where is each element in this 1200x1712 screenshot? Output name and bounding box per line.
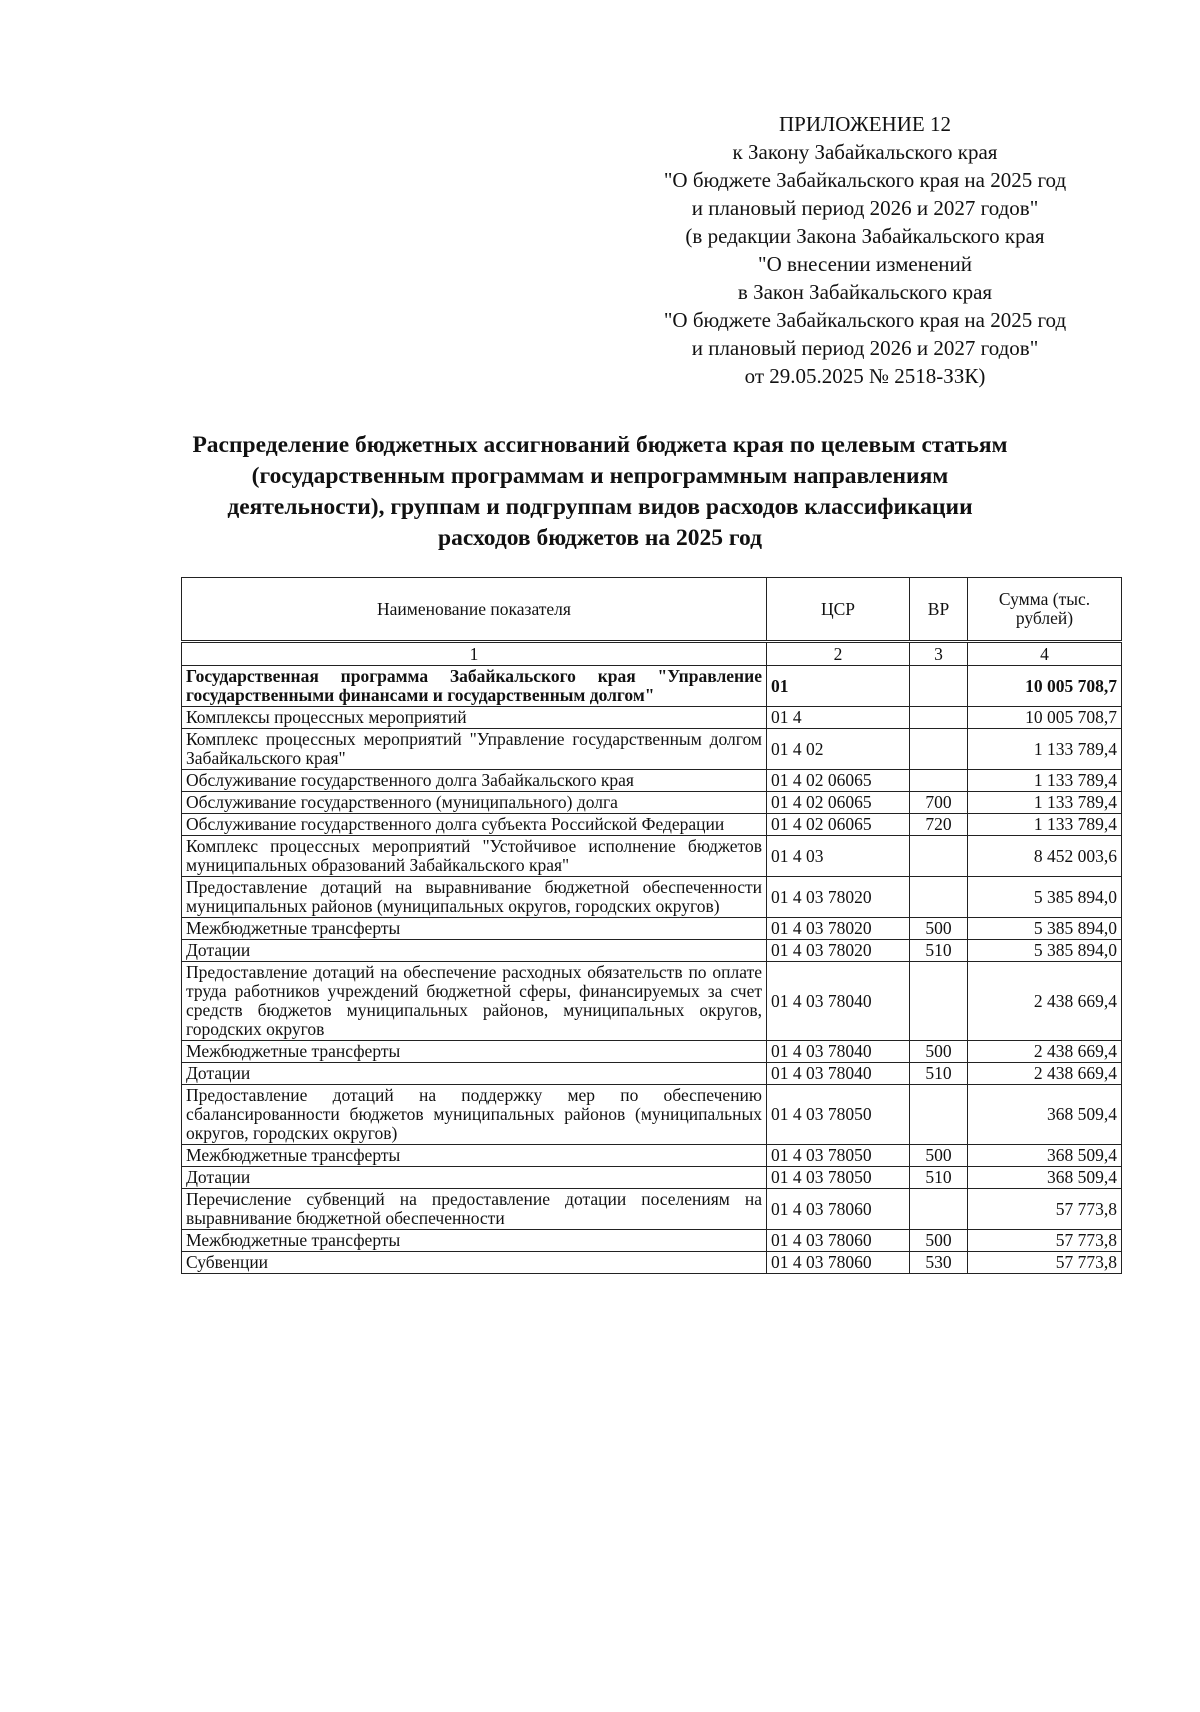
table-row — [182, 1085, 1122, 1145]
cell-csr: 01 4 03 78050 — [767, 1085, 910, 1145]
column-header-csr: ЦСР — [767, 578, 910, 642]
cell-vr — [910, 877, 968, 918]
cell-name: Дотации — [182, 940, 767, 962]
header-line: в Закон Забайкальского края — [737, 280, 993, 304]
header-line: и плановый период 2026 и 2027 годов" — [691, 196, 1039, 220]
cell-sum: 57 773,8 — [968, 1189, 1122, 1230]
cell-csr: 01 4 03 78060 — [767, 1189, 910, 1230]
cell-vr — [910, 836, 968, 877]
cell-name: Межбюджетные трансферты — [182, 1230, 767, 1252]
cell-vr: 720 — [910, 814, 968, 836]
table-row — [182, 814, 1122, 836]
cell-csr: 01 4 02 06065 — [767, 814, 910, 836]
cell-vr — [910, 729, 968, 770]
cell-name: Комплекс процессных мероприятий "Управление государственным долгом Забайкальского края" — [182, 729, 767, 770]
title-line: (государственным программам и непрограммным направлениям — [251, 463, 949, 489]
cell-name: Обслуживание государственного долга субъекта Российской Федерации — [182, 814, 767, 836]
cell-vr: 510 — [910, 1063, 968, 1085]
cell-vr: 510 — [910, 940, 968, 962]
table-row — [182, 792, 1122, 814]
cell-vr: 500 — [910, 1230, 968, 1252]
cell-csr: 01 4 02 — [767, 729, 910, 770]
cell-sum: 8 452 003,6 — [968, 836, 1122, 877]
cell-sum: 2 438 669,4 — [968, 962, 1122, 1041]
cell-sum: 10 005 708,7 — [968, 666, 1122, 707]
cell-csr: 01 4 03 78020 — [767, 918, 910, 940]
table-row — [182, 940, 1122, 962]
header-line: (в редакции Закона Забайкальского края — [685, 224, 1045, 248]
cell-vr — [910, 707, 968, 729]
cell-csr: 01 4 02 06065 — [767, 792, 910, 814]
cell-sum: 2 438 669,4 — [968, 1041, 1122, 1063]
cell-csr: 01 4 03 78040 — [767, 1041, 910, 1063]
cell-vr — [910, 770, 968, 792]
cell-csr: 01 4 — [767, 707, 910, 729]
cell-vr: 500 — [910, 1041, 968, 1063]
cell-sum: 5 385 894,0 — [968, 877, 1122, 918]
column-number: 3 — [910, 642, 968, 666]
table-row — [182, 877, 1122, 918]
cell-sum: 368 509,4 — [968, 1085, 1122, 1145]
table-row — [182, 707, 1122, 729]
cell-csr: 01 — [767, 666, 910, 707]
cell-csr: 01 4 03 78060 — [767, 1252, 910, 1274]
cell-csr: 01 4 03 78040 — [767, 1063, 910, 1085]
column-number: 2 — [767, 642, 910, 666]
cell-name: Межбюджетные трансферты — [182, 1145, 767, 1167]
cell-csr: 01 4 03 78060 — [767, 1230, 910, 1252]
cell-name: Государственная программа Забайкальского края "Управление государственными финансами и государственным долгом" — [182, 666, 767, 707]
header-line: "О бюджете Забайкальского края на 2025 год — [663, 308, 1067, 332]
cell-name: Обслуживание государственного (муниципального) долга — [182, 792, 767, 814]
cell-sum: 1 133 789,4 — [968, 770, 1122, 792]
column-number: 4 — [968, 642, 1122, 666]
cell-sum: 1 133 789,4 — [968, 814, 1122, 836]
table-row — [182, 1230, 1122, 1252]
cell-name: Перечисление субвенций на предоставление дотации поселениям на выравнивание бюджетной обеспеченности — [182, 1189, 767, 1230]
title-line: деятельности), группам и подгруппам видов расходов классификации — [227, 494, 973, 520]
cell-vr — [910, 962, 968, 1041]
title-line: Распределение бюджетных ассигнований бюджета края по целевым статьям — [192, 432, 1008, 458]
cell-vr — [910, 1085, 968, 1145]
header-line: и плановый период 2026 и 2027 годов" — [691, 336, 1039, 360]
column-header-name: Наименование показателя — [182, 578, 767, 642]
cell-sum: 5 385 894,0 — [968, 918, 1122, 940]
column-header-sum: Сумма (тыс. рублей) — [968, 578, 1122, 642]
cell-vr: 700 — [910, 792, 968, 814]
cell-vr: 510 — [910, 1167, 968, 1189]
cell-name: Предоставление дотаций на поддержку мер по обеспечению сбалансированности бюджетов муниципальных районов (муниципальных округов, городских округов) — [182, 1085, 767, 1145]
cell-vr — [910, 666, 968, 707]
table-row — [182, 1167, 1122, 1189]
title-line: расходов бюджетов на 2025 год — [438, 525, 762, 551]
cell-sum: 57 773,8 — [968, 1252, 1122, 1274]
table-row — [182, 962, 1122, 1041]
header-line: к Закону Забайкальского края — [732, 140, 998, 164]
cell-sum: 368 509,4 — [968, 1167, 1122, 1189]
cell-sum: 1 133 789,4 — [968, 729, 1122, 770]
budget-table — [181, 577, 1122, 1274]
column-number-row — [182, 642, 1122, 666]
cell-name: Предоставление дотаций на выравнивание бюджетной обеспеченности муниципальных районов (муниципальных округов, городских округов) — [182, 877, 767, 918]
table-row — [182, 1189, 1122, 1230]
table-row — [182, 666, 1122, 707]
cell-csr: 01 4 03 78050 — [767, 1145, 910, 1167]
cell-vr: 530 — [910, 1252, 968, 1274]
cell-csr: 01 4 03 78040 — [767, 962, 910, 1041]
table-row — [182, 770, 1122, 792]
cell-sum: 10 005 708,7 — [968, 707, 1122, 729]
cell-csr: 01 4 03 78020 — [767, 877, 910, 918]
table-row — [182, 1252, 1122, 1274]
cell-sum: 1 133 789,4 — [968, 792, 1122, 814]
document-title — [150, 430, 1050, 554]
cell-vr — [910, 1189, 968, 1230]
cell-vr: 500 — [910, 918, 968, 940]
appendix-header — [620, 110, 1110, 390]
cell-csr: 01 4 03 78050 — [767, 1167, 910, 1189]
table-row — [182, 918, 1122, 940]
cell-name: Комплексы процессных мероприятий — [182, 707, 767, 729]
cell-name: Комплекс процессных мероприятий "Устойчивое исполнение бюджетов муниципальных образований Забайкальского края" — [182, 836, 767, 877]
cell-csr: 01 4 03 — [767, 836, 910, 877]
table-row — [182, 1041, 1122, 1063]
cell-sum: 2 438 669,4 — [968, 1063, 1122, 1085]
cell-vr: 500 — [910, 1145, 968, 1167]
cell-name: Межбюджетные трансферты — [182, 1041, 767, 1063]
cell-csr: 01 4 02 06065 — [767, 770, 910, 792]
table-header-row — [182, 578, 1122, 642]
table-row — [182, 1145, 1122, 1167]
cell-name: Предоставление дотаций на обеспечение расходных обязательств по оплате труда работников учреждений бюджетной сферы, финансируемых за счет средств бюджетов муниципальных районов, муниципальных округов, городских округов — [182, 962, 767, 1041]
table-row — [182, 729, 1122, 770]
header-line: "О внесении изменений — [758, 252, 972, 276]
header-line: "О бюджете Забайкальского края на 2025 год — [663, 168, 1067, 192]
cell-name: Межбюджетные трансферты — [182, 918, 767, 940]
header-line: от 29.05.2025 № 2518-ЗЗК) — [744, 364, 986, 388]
cell-sum: 5 385 894,0 — [968, 940, 1122, 962]
cell-csr: 01 4 03 78020 — [767, 940, 910, 962]
header-line: ПРИЛОЖЕНИЕ 12 — [779, 112, 951, 136]
cell-sum: 57 773,8 — [968, 1230, 1122, 1252]
table-row — [182, 836, 1122, 877]
cell-name: Субвенции — [182, 1252, 767, 1274]
cell-name: Дотации — [182, 1167, 767, 1189]
column-header-vr: ВР — [910, 578, 968, 642]
table-row — [182, 1063, 1122, 1085]
cell-name: Обслуживание государственного долга Забайкальского края — [182, 770, 767, 792]
cell-sum: 368 509,4 — [968, 1145, 1122, 1167]
cell-name: Дотации — [182, 1063, 767, 1085]
column-number: 1 — [182, 642, 767, 666]
